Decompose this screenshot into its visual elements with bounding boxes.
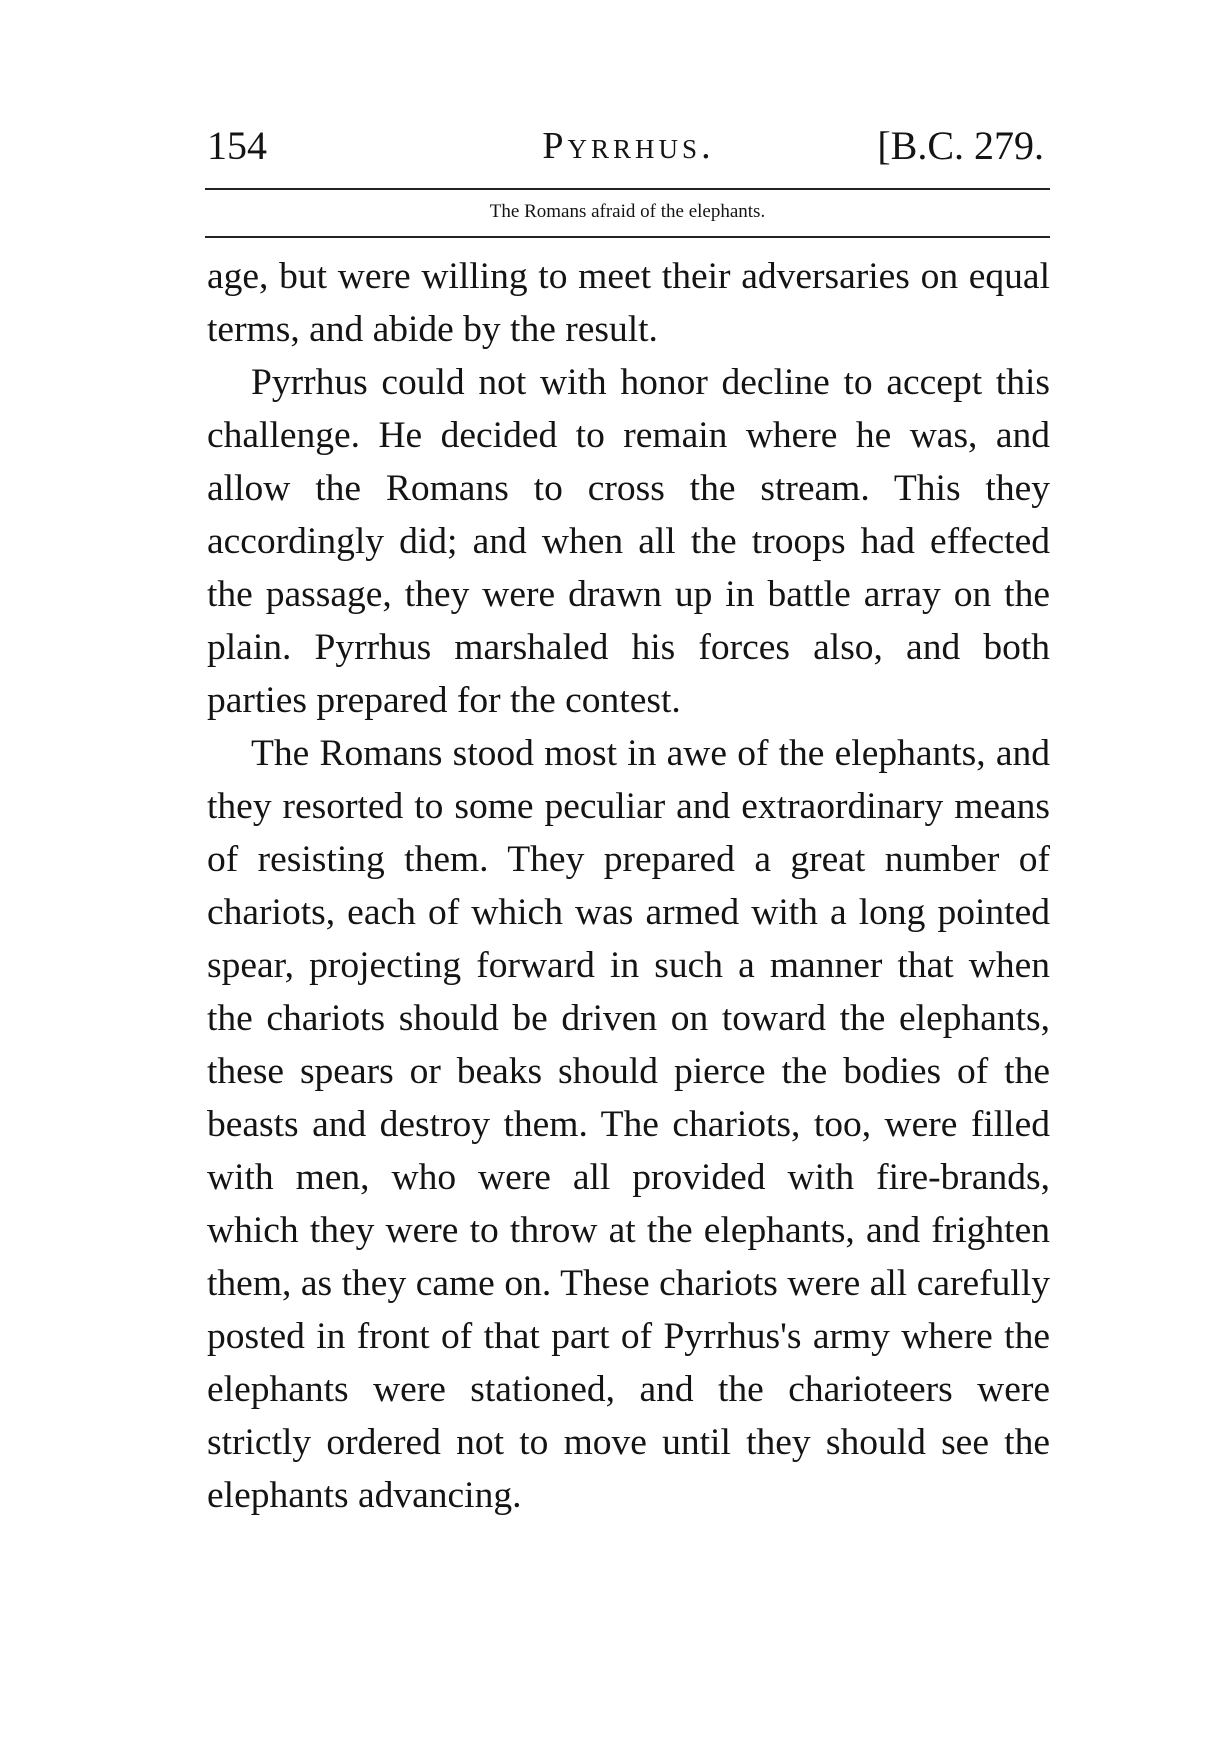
paragraph-continued: age, but were willing to meet their adversaries on equal terms, and abide by the result. xyxy=(207,256,1050,350)
header-rule-top xyxy=(205,188,1050,190)
paragraph: The Romans stood most in awe of the elephants, and they resorted to some peculiar and extraordinary means of resisting them. They prepared a great number of chariots, each of which was armed with a long pointed spear, projecting forward in such a manner that when the chariots should be driven on toward the elephants, these spears or beaks should pierce the bodies of the beasts and destroy them. The chariots, too, were filled with men, who were all provided with fire-brands, which they were to throw at the elephants, and frighten them, as they came on. These chariots were all carefully posted in front of that part of Pyrrhus's army where the elephants were stationed, and the charioteers were strictly ordered not to move until they should see the elephants advancing. xyxy=(207,733,1050,1516)
paragraph: Pyrrhus could not with honor decline to accept this challenge. He decided to remain where he was, and allow the Romans to cross the stream. This they accordingly did; and when all the troops had effected the passage, they were drawn up in battle array on the plain. Pyrrhus marshaled his forces also, and both parties prepared for the contest. xyxy=(207,362,1050,721)
header-rule-bottom xyxy=(205,236,1050,238)
running-title: Pyrrhus. xyxy=(542,125,715,167)
running-head xyxy=(207,118,1050,174)
body-text xyxy=(207,250,1050,1522)
date-reference: [B.C. 279. xyxy=(877,123,1044,168)
side-note: The Romans afraid of the elephants. xyxy=(489,201,766,222)
page-number: 154 xyxy=(207,123,267,168)
